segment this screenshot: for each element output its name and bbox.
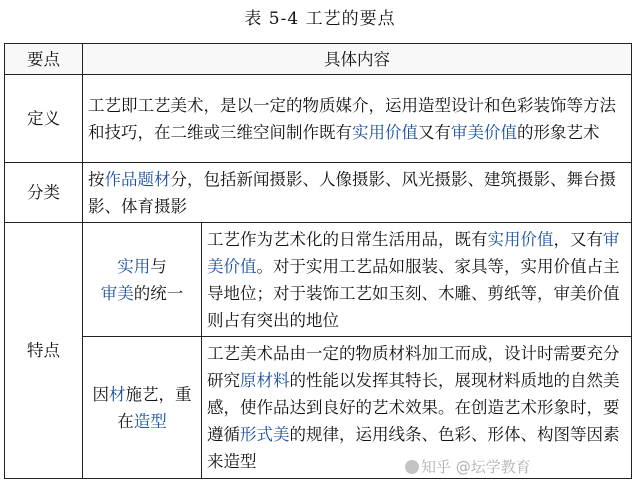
- text: ，又有: [553, 229, 603, 249]
- table-header-row: [5, 44, 632, 75]
- table-row-features-material: [5, 337, 632, 479]
- table-caption: 表 5-4 工艺的要点: [244, 9, 396, 29]
- highlight-text: 审美价值: [207, 229, 620, 276]
- header-content-cell: 具体内容: [83, 44, 632, 75]
- text: 按: [88, 169, 105, 189]
- content-unity: [202, 223, 632, 337]
- highlight-text: 实用价值: [487, 229, 554, 249]
- highlight-text: 实用: [117, 256, 151, 276]
- text: 施艺，重在: [117, 384, 192, 431]
- text: 工艺作为艺术化的日常生活用品，既有: [207, 229, 488, 249]
- text: 工艺美术品由一定的物质材料加工而成，设计时需要充分研究: [207, 344, 620, 390]
- sub-key-unity: [83, 223, 202, 337]
- highlight-text: 实用价值: [352, 122, 418, 142]
- highlight-text: 原材料: [240, 371, 290, 390]
- table-row-definition: [5, 75, 632, 163]
- row-key-features: 特点: [5, 223, 83, 479]
- table-row-features-unity: [5, 223, 632, 337]
- text: 工艺即工艺美术，是以一定的物质媒介，运用造型设计和色彩装饰等方法和技巧，在二维或三维空间制作既有: [88, 95, 616, 142]
- zhihu-logo-icon: [405, 460, 419, 474]
- row-key-definition: 定义: [5, 75, 83, 163]
- row-key-category: 分类: [5, 163, 83, 223]
- text: 的统一: [133, 283, 184, 303]
- highlight-text: 审美价值: [451, 122, 517, 142]
- watermark: [405, 456, 531, 477]
- text: 因: [92, 384, 109, 404]
- header-key-cell: 要点: [5, 44, 83, 75]
- text: 的规律，运用线条、色彩、形体、构图等因素来造型: [207, 425, 620, 471]
- text: 的性能以发挥其特长，展现材料质地的自然美感，使作品达到良好的艺术效果。在创造艺术形象时，要遵循: [207, 371, 620, 444]
- highlight-text: 审美: [100, 283, 134, 303]
- highlight-text: 形式美: [240, 425, 290, 444]
- text: 的形象艺术: [517, 122, 600, 142]
- craft-points-table: [4, 43, 632, 479]
- watermark-text: 知乎 @坛学教育: [421, 458, 531, 476]
- text: 。对于实用工艺品如服装、家具等，实用价值占主导地位；对于装饰工艺如玉刻、木雕、剪纸等，审美价值则占有突出的地位: [207, 256, 620, 330]
- row-content-definition: [83, 75, 632, 163]
- table-row-category: [5, 163, 632, 223]
- row-content-category: [83, 163, 632, 223]
- highlight-text: 作品题材: [104, 169, 171, 189]
- sub-key-material: [83, 337, 202, 479]
- text: 分，包括新闻摄影、人像摄影、风光摄影、建筑摄影、舞台摄影、体育摄影: [88, 169, 616, 216]
- highlight-text: 造型: [133, 411, 167, 431]
- text: 又有: [418, 122, 451, 142]
- text: 与: [150, 256, 167, 276]
- highlight-text: 材: [109, 384, 126, 404]
